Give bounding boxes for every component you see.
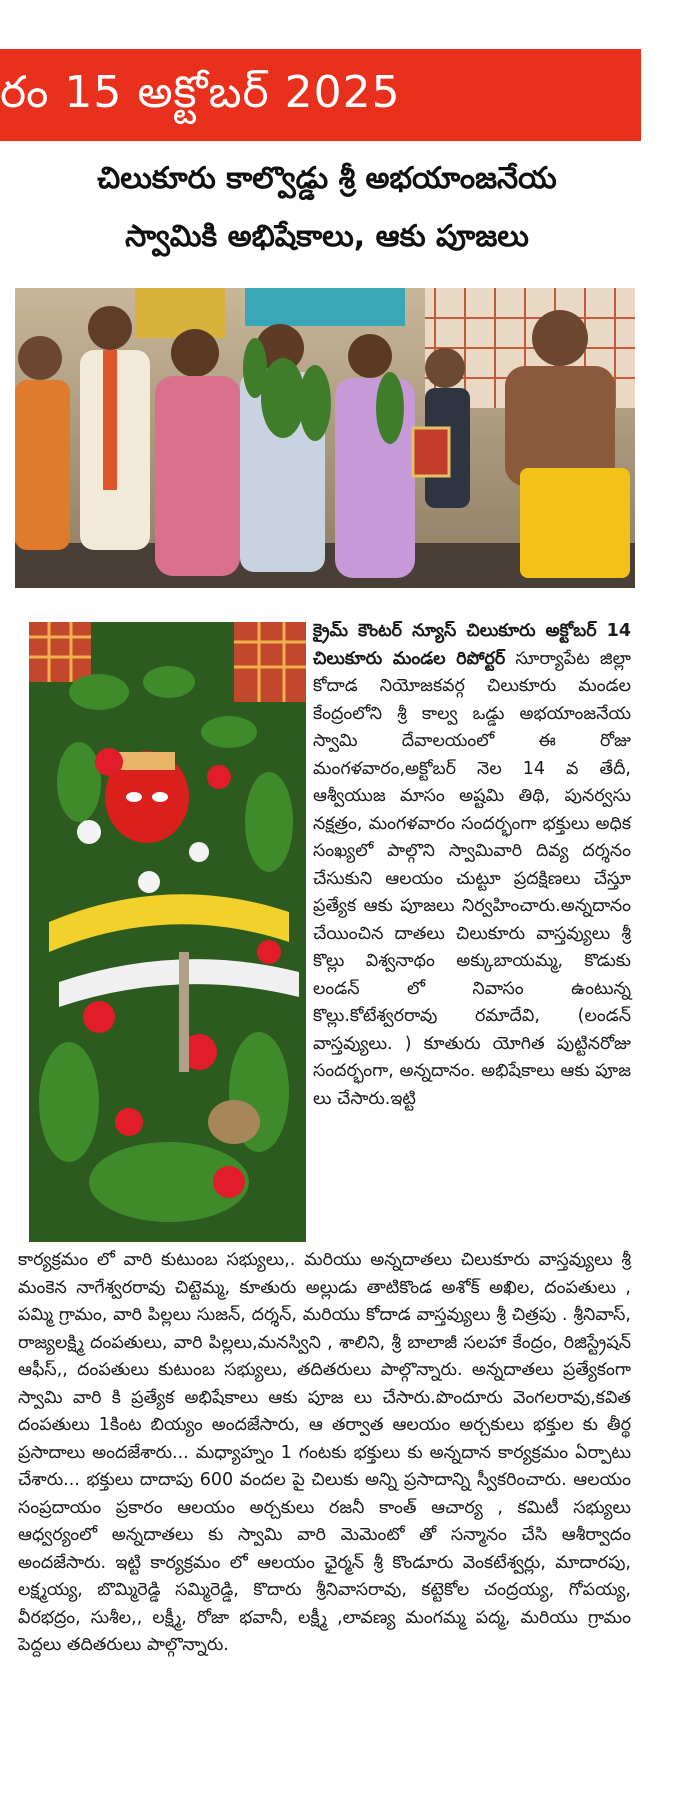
headline-line-2: స్వామికి అభిషేకాలు, ఆకు పూజలు	[125, 219, 529, 254]
headline	[12, 150, 642, 266]
article-column-text	[313, 618, 631, 1113]
date-text: రం 15 అక్టోబర్ 2025	[0, 67, 401, 118]
group-photo-illustration	[15, 288, 635, 588]
article-column-body: సూర్యాపేట జిల్లా కోదాడ నియోజకవర్గ చిలుకూరు మండల కేంద్రంలోని శ్రీ కాల్వ ఒడ్డు అభయాంజనేయ స్వామి దేవాలయంలో ఈ రోజు మంగళవారం,అక్టోబర్ నెల 14 వ తేదీ, ఆశ్వీయుజ మాసం అష్టమి తిథి, పునర్వసు నక్షత్రం, మంగళవారం సందర్భంగా భక్తులు అధిక సంఖ్యలో పాల్గొని స్వామివారి దివ్య దర్శనం చేసుకుని ఆలయం చుట్టూ ప్రదక్షిణలు చేస్తూ ప్రత్యేక ఆకు పూజలు నిర్వహించారు.అన్నదానం చేయించిన దాతలు చిలుకూరు వాస్తవ్యులు శ్రీ కొల్లు విశ్వనాథం అక్కుబాయమ్మ, కొడుకు లండన్ లో నివాసం ఉంటున్న కొల్లు.కోటేశ్వరరావు రమాదేవి, (లండన్ వాస్తవ్యులు. ) కూతురు యోగిత పుట్టినరోజు సందర్భంగా, అన్నదానం. అభిషేకాలు ఆకు పూజ లు చేసారు.ఇట్టి	[313, 648, 631, 1109]
hanuman-idol-photo	[29, 622, 306, 1242]
headline-line-1: చిలుకూరు కాల్వొడ్డు శ్రీ అభయాంజనేయ	[97, 161, 557, 196]
group-ceremony-photo	[15, 288, 635, 588]
idol-photo-illustration	[29, 622, 306, 1242]
date-banner	[0, 49, 641, 141]
article-full-text: కార్యక్రమం లో వారి కుటుంబ సభ్యులు,. మరియు అన్నదాతలు చిలుకూరు వాస్తవ్యులు శ్రీ మంకెన నాగేశ్వరరావు చిట్టెమ్మ, కూతురు అల్లుడు తాటికొండ అశోక్ అఖిల, దంపతులు , పమ్మి గ్రామం, వారి పిల్లలు సుజన్, దర్శన్, మరియు కోదాడ వాస్తవ్యులు శ్రీ చిత్రపు . శ్రీనివాస్, రాజ్యలక్ష్మి దంపతులు, వారి పిల్లలు,మనస్విని , శాలిని, శ్రీ బాలాజీ సలహా కేంద్రం, రిజిస్ట్రేషన్ ఆఫీస్,, దంపతులు కుటుంబ సభ్యులు, తదితరులు పాల్గొన్నారు. అన్నదాతలు ప్రత్యేకంగా స్వామి వారి కి ప్రత్యేక అభిషేకాలు ఆకు పూజ లు చేసారు.పొందూరు వెంగలరావు,కవిత దంపతులు 1కింట బియ్యం అందజేసారు, ఆ తర్వాత ఆలయం అర్చకులు భక్తుల కు తీర్థ ప్రసాదాలు అందజేశారు... మధ్యాహ్నం 1 గంటకు భక్తులు కు అన్నదాన కార్యక్రమం ఏర్పాటు చేశారు... భక్తులు దాదాపు 600 వందల పై చిలుకు అన్ని ప్రసాదాన్ని స్వీకరించారు. ఆలయం సంప్రదాయం ప్రకారం ఆలయం అర్చకులు రజనీ కాంత్ ఆచార్య , కమిటీ సభ్యులు ఆధ్వర్యంలో అన్నదాతలు కు స్వామి వారి మెమెంటో తో సన్మానం చేసి ఆశీర్వాదం అందజేసారు. ఇట్టి కార్యక్రమం లో ఆలయం ఛైర్మన్ శ్రీ కొండూరు వెంకటేశ్వర్లు, మాదారపు, లక్ష్మయ్య, బొమ్మిరెడ్డి సమ్మిరెడ్డి, కొదారు శ్రీనివాసరావు, కట్టెకోల చంద్రయ్య, గోపయ్య, వీరభద్రం, సుశీల,, లక్ష్మీ, రోజా భవానీ, లక్ష్మీ ,లావణ్య మంగమ్మ పద్మ, మరియు గ్రామం పెద్దలు తదితరులు పాల్గొన్నారు.	[18, 1250, 631, 1655]
article-lead: క్రైమ్ కౌంటర్ న్యూస్ చిలుకూరు అక్టోబర్ 14 చిలుకూరు మండల రిపోర్టర్	[313, 621, 631, 669]
